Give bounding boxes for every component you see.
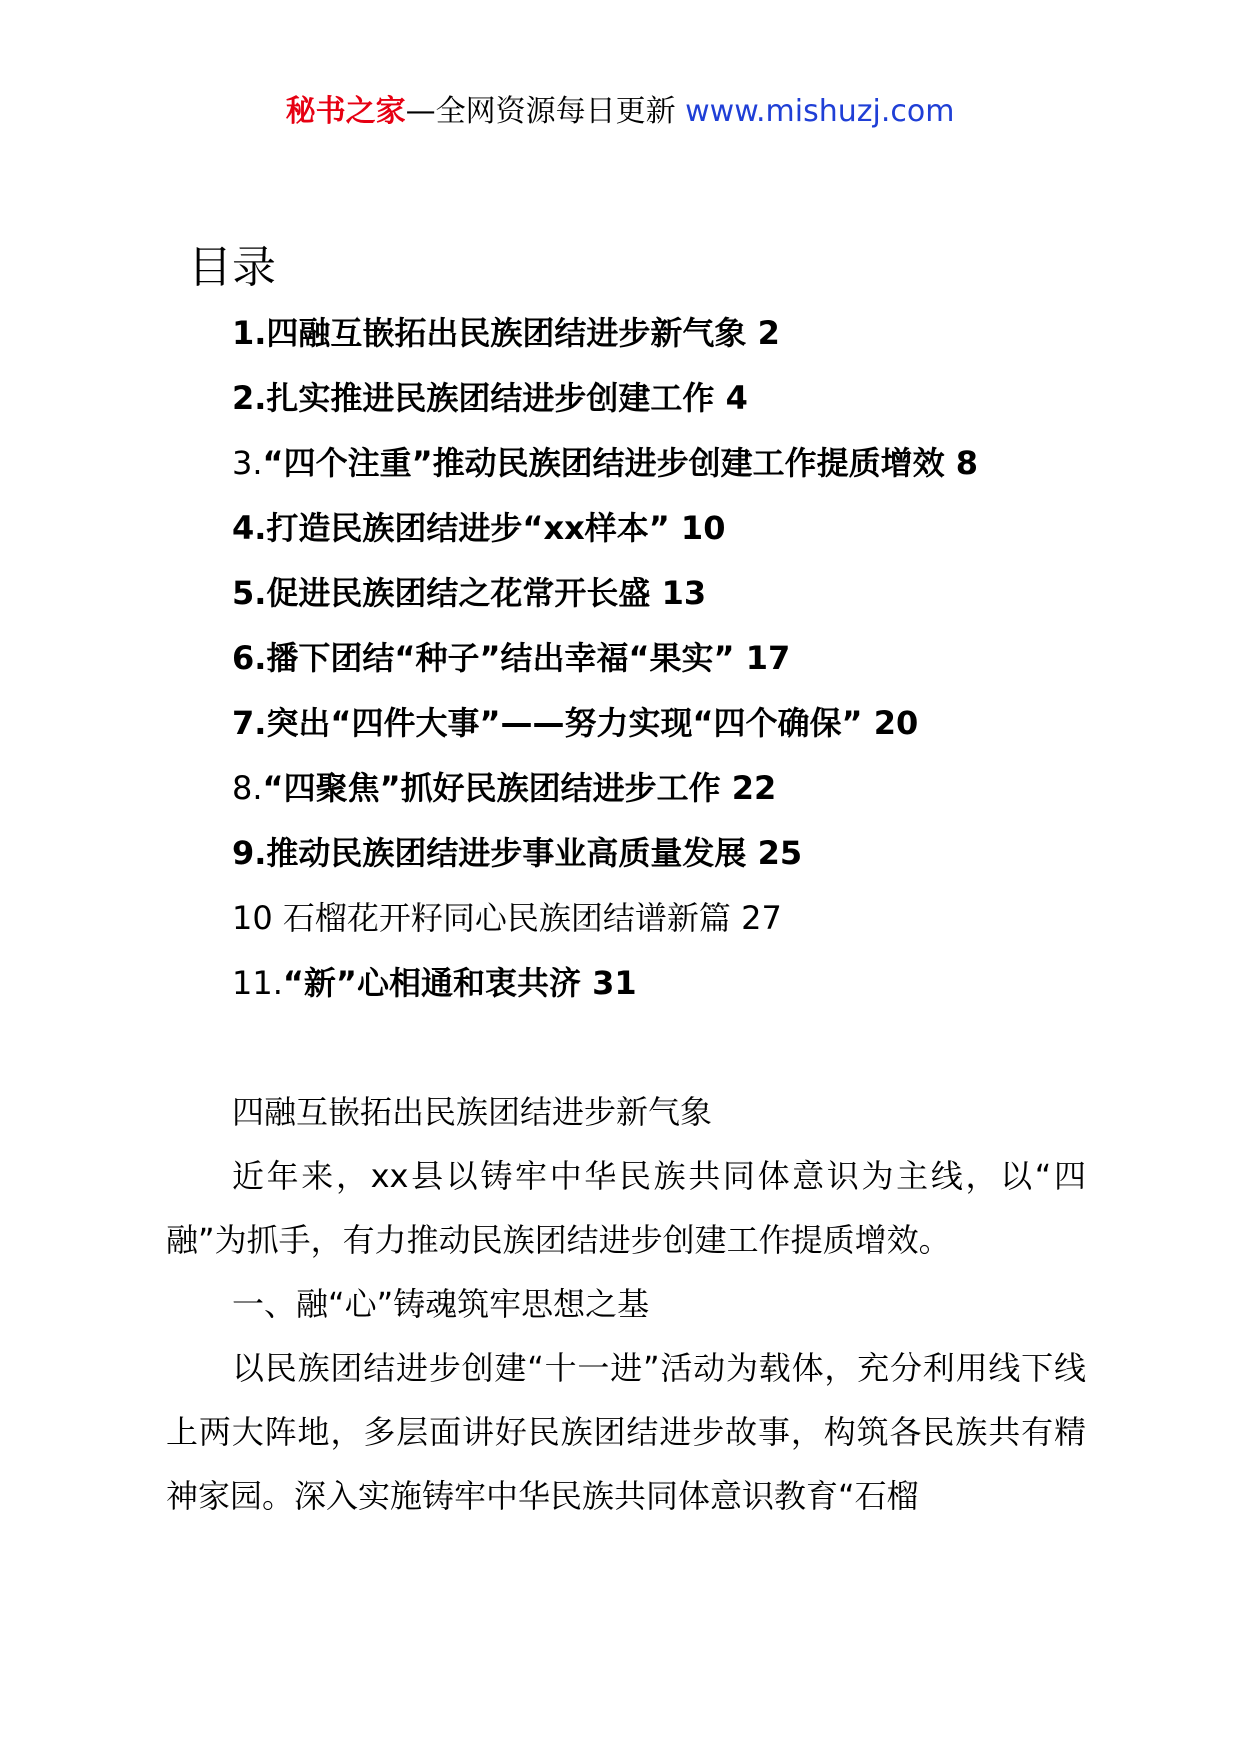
- toc-item-title: 石榴花开籽同心民族团结谱新篇: [282, 899, 742, 937]
- toc-item-title: “新”心相通和衷共济: [282, 964, 593, 1002]
- toc-item-number: 1.: [232, 314, 267, 352]
- toc-item[interactable]: [232, 828, 978, 893]
- toc-item-number: 5.: [232, 574, 267, 612]
- toc-item-number: 4.: [232, 509, 267, 547]
- toc-item[interactable]: [232, 308, 978, 373]
- toc-item-title: 播下团结“种子”结出幸福“果实”: [266, 639, 746, 677]
- toc-item-title: 促进民族团结之花常开长盛: [266, 574, 662, 612]
- toc-title: 目录: [188, 242, 276, 293]
- toc-item[interactable]: [232, 438, 978, 503]
- toc-item-page: 17: [745, 639, 791, 677]
- toc-item-number: 10: [232, 899, 283, 937]
- toc-item-title: 突出“四件大事”——努力实现“四个确保”: [266, 704, 874, 742]
- site-brand: 秘书之家: [285, 94, 406, 129]
- table-of-contents: [232, 308, 978, 1023]
- toc-item[interactable]: [232, 373, 978, 438]
- toc-item-page: 8: [955, 444, 979, 482]
- toc-item-number: 3.: [232, 444, 263, 482]
- toc-item-page: 10: [680, 509, 726, 547]
- article-paragraph: 以民族团结进步创建“十一进”活动为载体，充分利用线下线上两大阵地，多层面讲好民族团结进步故事，构筑各民族共有精神家园。深入实施铸牢中华民族共同体意识教育“石榴: [166, 1349, 1086, 1515]
- toc-item-title: “四聚焦”抓好民族团结进步工作: [262, 769, 732, 807]
- toc-item-page: 27: [741, 899, 782, 937]
- article-heading: 四融互嵌拓出民族团结进步新气象: [232, 1093, 713, 1131]
- toc-item[interactable]: [232, 503, 978, 568]
- site-tagline: —全网资源每日更新: [405, 94, 686, 129]
- toc-item-number: 6.: [232, 639, 267, 677]
- site-header: [0, 92, 1240, 132]
- toc-item-number: 2.: [232, 379, 267, 417]
- toc-item-number: 7.: [232, 704, 267, 742]
- toc-item-page: 2: [757, 314, 780, 352]
- toc-item-title: 打造民族团结进步“xx样本”: [266, 509, 681, 547]
- toc-item[interactable]: [232, 568, 978, 633]
- toc-item[interactable]: [232, 698, 978, 763]
- toc-item-title: 推动民族团结进步事业高质量发展: [266, 834, 758, 872]
- toc-item-number: 8.: [232, 769, 263, 807]
- toc-item[interactable]: [232, 958, 978, 1023]
- toc-item-page: 25: [757, 834, 803, 872]
- toc-item[interactable]: [232, 763, 978, 828]
- toc-item-page: 13: [661, 574, 707, 612]
- toc-item-title: 四融互嵌拓出民族团结进步新气象: [266, 314, 758, 352]
- article-body: [166, 1080, 1086, 1528]
- toc-item-number: 9.: [232, 834, 267, 872]
- toc-item-number: 11.: [232, 964, 283, 1002]
- toc-item-page: 22: [731, 769, 777, 807]
- toc-item-page: 20: [873, 704, 919, 742]
- toc-item[interactable]: [232, 893, 978, 958]
- toc-item-page: 31: [592, 964, 637, 1002]
- article-section-heading: 一、融“心”铸魂筑牢思想之基: [232, 1285, 650, 1323]
- toc-item-title: “四个注重”推动民族团结进步创建工作提质增效: [262, 444, 956, 482]
- article-paragraph: 近年来，xx县以铸牢中华民族共同体意识为主线，以“四融”为抓手，有力推动民族团结进步创建工作提质增效。: [166, 1157, 1086, 1259]
- toc-item-title: 扎实推进民族团结进步创建工作: [266, 379, 726, 417]
- toc-item[interactable]: [232, 633, 978, 698]
- toc-item-page: 4: [725, 379, 748, 417]
- site-url-link[interactable]: www.mishuzj.com: [685, 94, 955, 129]
